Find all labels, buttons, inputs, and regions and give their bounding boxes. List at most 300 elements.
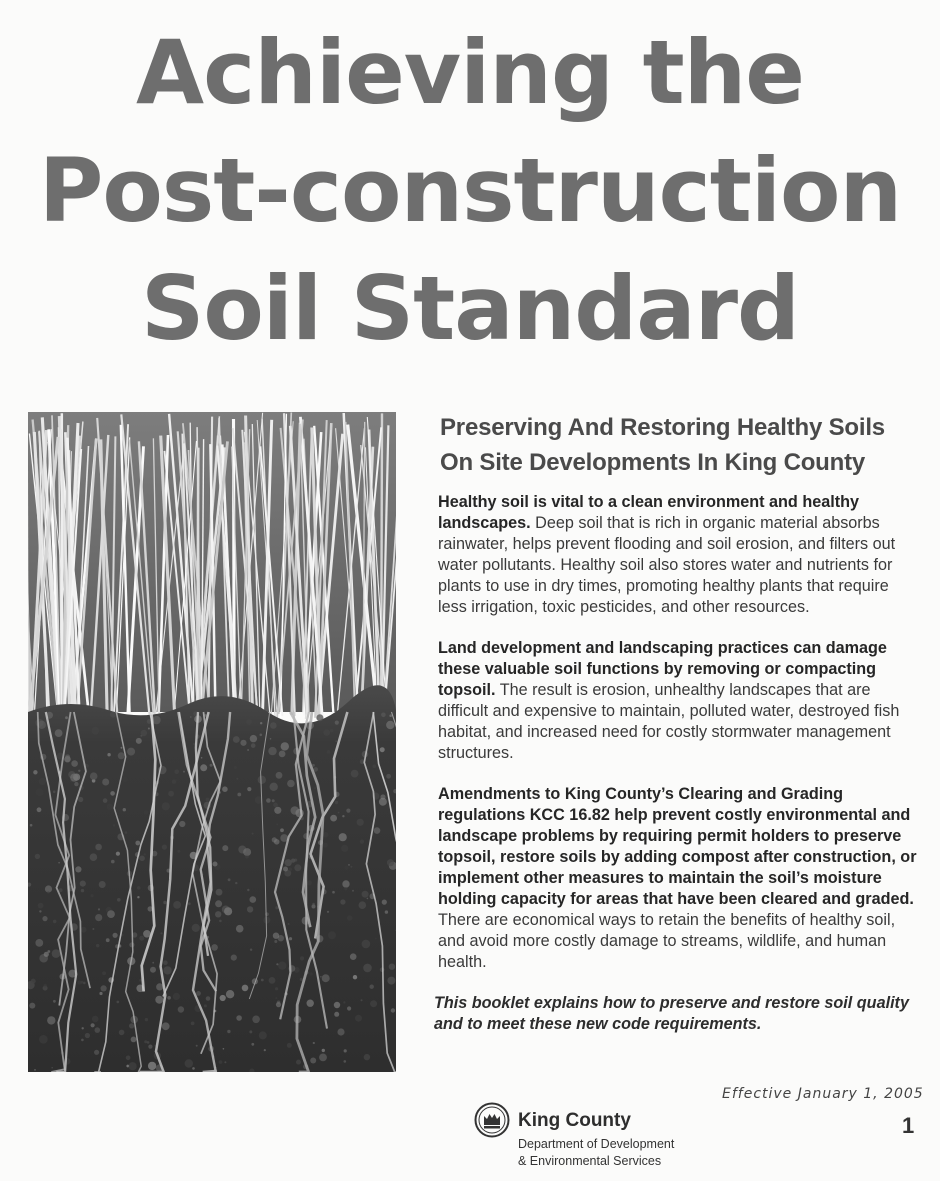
soil-speck [148, 1062, 156, 1070]
soil-speck [65, 754, 70, 759]
soil-speck [178, 850, 181, 853]
soil-speck [83, 982, 86, 985]
soil-speck [148, 728, 150, 730]
soil-speck [348, 864, 350, 866]
subtitle-line-2: On Site Developments In King County [440, 449, 866, 476]
soil-speck [75, 866, 81, 872]
soil-speck [78, 797, 83, 802]
soil-speck [224, 907, 232, 915]
soil-speck [82, 1027, 84, 1029]
soil-speck [80, 881, 86, 887]
soil-speck [47, 1016, 55, 1024]
soil-speck [141, 730, 147, 736]
soil-speck [210, 764, 213, 767]
soil-speck [364, 1054, 370, 1060]
soil-speck [247, 749, 249, 751]
soil-speck [52, 949, 61, 958]
paragraph-body: Deep soil that is rich in organic material absorbs rainwater, helps prevent flooding and soil erosion, and filters out water pollutants. Healthy soil also stores water and nutrients for plants to use in dry times, promoting healthy plants that require less irrigation, toxic pesticides, and other resources. [438, 514, 896, 616]
soil-speck [137, 896, 139, 898]
closing-statement: This booklet explains how to preserve and restore soil quality and to meet these new code requirements. [434, 994, 909, 1033]
soil-speck [95, 844, 102, 851]
soil-speck [96, 944, 99, 947]
document-title [0, 14, 940, 368]
soil-speck [162, 845, 167, 850]
soil-speck [123, 808, 126, 811]
soil-speck [183, 771, 185, 773]
soil-speck [196, 1045, 198, 1047]
soil-speck [319, 1054, 327, 1062]
soil-speck [144, 810, 149, 815]
soil-speck [80, 981, 83, 984]
soil-speck [135, 841, 140, 846]
soil-speck [211, 944, 218, 951]
soil-speck [280, 828, 284, 832]
soil-speck [233, 736, 240, 743]
soil-speck [150, 967, 156, 973]
soil-speck [288, 923, 290, 925]
soil-speck [353, 975, 357, 979]
soil-speck [350, 953, 357, 960]
soil-speck [213, 862, 218, 867]
soil-speck [163, 966, 171, 974]
soil-speck [375, 938, 377, 940]
soil-speck [259, 1031, 267, 1039]
soil-speck [53, 1000, 56, 1003]
soil-roots-photo [28, 412, 396, 1072]
soil-speck [252, 1016, 260, 1024]
soil-speck [260, 734, 263, 737]
soil-speck [74, 782, 78, 786]
soil-speck [94, 1050, 99, 1055]
soil-speck [370, 985, 374, 989]
effective-date: Effective January 1, 2005 [722, 1086, 924, 1102]
soil-speck [276, 1002, 281, 1007]
soil-speck [278, 962, 286, 970]
soil-speck [307, 880, 312, 885]
soil-speck [51, 1067, 53, 1069]
soil-speck [219, 1060, 223, 1064]
paragraph-lead: Land development and landscaping practices can damage these valuable soil functions by removing or compacting topsoil. [438, 639, 887, 699]
soil-speck [287, 780, 295, 788]
soil-speck [323, 832, 329, 838]
title-line-1: Achieving the [136, 21, 804, 124]
soil-speck [300, 978, 303, 981]
soil-speck [273, 933, 279, 939]
soil-speck [339, 833, 347, 841]
soil-speck [118, 752, 125, 759]
soil-speck [312, 905, 316, 909]
soil-speck [125, 831, 128, 834]
soil-speck [162, 802, 170, 810]
section-subtitle [440, 410, 922, 480]
soil-speck [283, 867, 288, 872]
soil-speck [234, 766, 237, 769]
soil-speck [344, 866, 348, 870]
soil-speck [347, 915, 353, 921]
soil-speck [206, 996, 211, 1001]
soil-speck [276, 963, 278, 965]
soil-speck [337, 1028, 344, 1035]
soil-speck [338, 812, 340, 814]
soil-speck [103, 798, 108, 803]
soil-speck [350, 866, 352, 868]
soil-speck [179, 821, 185, 827]
soil-speck [261, 979, 264, 982]
soil-speck [346, 809, 350, 813]
soil-speck [102, 971, 106, 975]
soil-speck [196, 991, 201, 996]
soil-speck [110, 791, 115, 796]
soil-speck [163, 901, 166, 904]
soil-speck [387, 977, 395, 985]
soil-speck [129, 1062, 137, 1070]
soil-speck [226, 990, 234, 998]
soil-speck [242, 985, 249, 992]
soil-speck [379, 798, 387, 806]
soil-speck [39, 910, 41, 912]
soil-speck [160, 932, 162, 934]
soil-speck [270, 783, 278, 791]
soil-speck [344, 1060, 347, 1063]
soil-speck [272, 799, 275, 802]
soil-speck [55, 729, 63, 737]
soil-speck [220, 995, 226, 1001]
paragraph-body: There are economical ways to retain the benefits of healthy soil, and avoid more costly damage to streams, wildlife, and human health. [438, 911, 896, 971]
soil-speck [113, 933, 118, 938]
paragraph-amendments [438, 784, 922, 973]
soil-speck [362, 891, 369, 898]
soil-speck [188, 902, 191, 905]
paragraph-lead: Healthy soil is vital to a clean environment and healthy landscapes. [438, 493, 859, 532]
soil-speck [276, 823, 278, 825]
soil-speck [70, 774, 78, 782]
soil-speck [236, 1015, 242, 1021]
soil-speck [247, 906, 253, 912]
soil-speck [316, 714, 323, 721]
soil-speck [275, 997, 277, 999]
soil-speck [95, 1027, 101, 1033]
soil-speck [192, 924, 200, 932]
soil-speck [81, 927, 87, 933]
soil-speck [99, 992, 102, 995]
soil-speck [71, 760, 78, 767]
soil-speck [274, 839, 280, 845]
soil-speck [81, 1039, 84, 1042]
soil-speck [147, 1041, 150, 1044]
soil-speck [275, 987, 278, 990]
soil-speck [222, 786, 228, 792]
soil-speck [90, 772, 98, 780]
soil-speck [347, 1006, 351, 1010]
soil-speck [274, 940, 277, 943]
title-line-2: Post-construction [38, 139, 902, 242]
soil-speck [148, 1045, 152, 1049]
soil-speck [330, 729, 334, 733]
soil-speck [33, 770, 37, 774]
soil-speck [144, 853, 146, 855]
soil-speck [106, 938, 110, 942]
soil-speck [289, 937, 292, 940]
soil-speck [310, 1058, 316, 1064]
title-line-3: Soil Standard [140, 257, 800, 360]
soil-speck [53, 920, 57, 924]
soil-speck [335, 801, 338, 804]
soil-speck [137, 886, 141, 890]
soil-speck [99, 881, 106, 888]
soil-speck [373, 765, 377, 769]
soil-speck [320, 976, 322, 978]
soil-speck [127, 748, 135, 756]
soil-speck [381, 713, 386, 718]
soil-speck [252, 833, 254, 835]
soil-speck [342, 815, 344, 817]
soil-speck [185, 1059, 193, 1067]
soil-speck [323, 729, 330, 736]
soil-speck [117, 1001, 120, 1004]
soil-speck [391, 1008, 395, 1012]
soil-speck [35, 939, 43, 947]
paragraph-lead: Amendments to King County’s Clearing and Grading regulations KCC 16.82 help prevent costly environmental and landscape problems by requiring permit holders to preserve topsoil, restore soils by adding compost after construction, or implement other measures to maintain the soil’s moisture holding capacity for areas that have been cleared and graded. [438, 785, 917, 908]
soil-speck [357, 819, 364, 826]
soil-speck [81, 889, 84, 892]
soil-speck [224, 1061, 226, 1063]
soil-speck [312, 764, 315, 767]
soil-speck [78, 770, 80, 772]
soil-speck [251, 1043, 254, 1046]
soil-speck [35, 854, 40, 859]
soil-speck [206, 798, 210, 802]
soil-speck [323, 843, 328, 848]
soil-speck [44, 952, 49, 957]
soil-speck [168, 791, 174, 797]
soil-speck [275, 906, 278, 909]
soil-speck [370, 1000, 377, 1007]
crown-seal-icon [474, 1102, 510, 1138]
soil-speck [250, 896, 257, 903]
soil-speck [294, 864, 301, 871]
soil-speck [386, 721, 394, 729]
soil-speck [285, 859, 292, 866]
org-name: King County [518, 1110, 631, 1131]
soil-speck [334, 1002, 340, 1008]
soil-speck [360, 840, 364, 844]
soil-speck [39, 1035, 48, 1044]
soil-speck [363, 964, 372, 973]
soil-speck [236, 925, 244, 933]
soil-speck [260, 722, 262, 724]
soil-speck [167, 996, 171, 1000]
soil-speck [240, 740, 246, 746]
soil-speck [98, 908, 100, 910]
soil-speck [53, 791, 56, 794]
soil-speck [307, 1000, 314, 1007]
soil-speck [269, 977, 276, 984]
soil-speck [385, 910, 388, 913]
intro-column [432, 410, 922, 1035]
soil-speck [273, 803, 278, 808]
department-name [518, 1136, 674, 1170]
soil-speck [367, 898, 369, 900]
soil-speck [251, 743, 256, 748]
soil-speck [322, 1049, 325, 1052]
soil-speck [110, 712, 116, 718]
soil-speck [245, 855, 249, 859]
soil-profile-image [28, 412, 396, 1072]
soil-speck [228, 878, 231, 881]
soil-speck [119, 1030, 125, 1036]
soil-speck [231, 955, 237, 961]
soil-speck [250, 949, 252, 951]
soil-speck [249, 1030, 252, 1033]
soil-speck [34, 1069, 36, 1071]
soil-speck [215, 911, 221, 917]
soil-speck [106, 803, 113, 810]
soil-speck [113, 824, 115, 826]
soil-speck [386, 774, 391, 779]
soil-speck [47, 891, 49, 893]
soil-speck [39, 778, 46, 785]
department-line-1: Department of Development [518, 1137, 675, 1151]
soil-speck [335, 721, 339, 725]
soil-speck [335, 740, 337, 742]
soil-speck [270, 738, 272, 740]
soil-speck [276, 772, 283, 779]
soil-speck [322, 974, 330, 982]
subtitle-line-1: Preserving And Restoring Healthy Soils [440, 414, 885, 441]
soil-speck [38, 903, 44, 909]
soil-speck [330, 815, 337, 822]
soil-speck [91, 1023, 95, 1027]
soil-speck [223, 1048, 225, 1050]
soil-speck [175, 779, 178, 782]
soil-speck [222, 845, 228, 851]
soil-speck [95, 914, 102, 921]
soil-speck [328, 931, 336, 939]
soil-speck [268, 747, 276, 755]
soil-speck [237, 793, 241, 797]
soil-speck [310, 972, 313, 975]
soil-speck [270, 722, 277, 729]
soil-speck [287, 1043, 292, 1048]
soil-speck [389, 714, 392, 717]
soil-speck [121, 747, 123, 749]
soil-speck [216, 889, 223, 896]
soil-speck [173, 993, 180, 1000]
soil-speck [382, 900, 387, 905]
soil-speck [85, 1033, 90, 1038]
soil-speck [342, 880, 349, 887]
soil-speck [58, 862, 60, 864]
soil-speck [263, 917, 270, 924]
soil-speck [274, 807, 281, 814]
soil-speck [37, 807, 42, 812]
soil-speck [296, 1060, 301, 1065]
soil-speck [361, 999, 363, 1001]
soil-speck [31, 979, 36, 984]
soil-speck [374, 827, 381, 834]
soil-speck [156, 983, 163, 990]
soil-speck [200, 764, 207, 771]
soil-speck [92, 1016, 99, 1023]
soil-speck [264, 1049, 266, 1051]
paragraph-healthy-soil [438, 492, 922, 618]
soil-speck [122, 777, 128, 783]
soil-speck [91, 894, 94, 897]
soil-speck [91, 727, 99, 735]
soil-speck [236, 778, 238, 780]
soil-speck [341, 845, 348, 852]
soil-speck [173, 901, 181, 909]
soil-speck [340, 899, 345, 904]
soil-speck [352, 890, 354, 892]
soil-speck [192, 1067, 195, 1070]
soil-speck [258, 776, 266, 784]
soil-speck [281, 742, 289, 750]
soil-speck [163, 960, 168, 965]
soil-speck [344, 887, 347, 890]
soil-speck [190, 716, 192, 718]
soil-speck [139, 979, 142, 982]
soil-speck [380, 747, 385, 752]
soil-speck [235, 882, 237, 884]
soil-speck [362, 940, 371, 949]
soil-speck [162, 1022, 170, 1030]
soil-speck [139, 856, 145, 862]
paragraph-body: The result is erosion, unhealthy landscapes that are difficult and expensive to maintain, polluted water, destroyed fish habitat, and increased need for costly stormwater management structures. [438, 681, 900, 762]
soil-speck [136, 738, 142, 744]
soil-speck [144, 1040, 147, 1043]
soil-speck [359, 901, 367, 909]
soil-speck [219, 920, 222, 923]
soil-speck [266, 798, 271, 803]
soil-speck [155, 996, 163, 1004]
soil-speck [314, 787, 316, 789]
page-number: 1 [902, 1113, 915, 1138]
soil-speck [65, 716, 68, 719]
soil-speck [129, 1023, 134, 1028]
soil-speck [389, 964, 395, 970]
soil-speck [174, 770, 179, 775]
soil-speck [90, 853, 98, 861]
soil-speck [43, 984, 47, 988]
soil-speck [107, 753, 110, 756]
soil-speck [107, 910, 115, 918]
soil-speck [92, 928, 94, 930]
soil-speck [289, 868, 292, 871]
soil-speck [334, 1012, 339, 1017]
soil-speck [101, 985, 107, 991]
soil-speck [247, 889, 249, 891]
soil-speck [201, 757, 203, 759]
soil-speck [215, 900, 222, 907]
soil-speck [178, 1006, 184, 1012]
soil-speck [116, 852, 120, 856]
soil-speck [59, 888, 63, 892]
soil-speck [126, 1056, 131, 1061]
soil-speck [30, 824, 33, 827]
soil-speck [36, 788, 44, 796]
soil-speck [42, 916, 47, 921]
department-line-2: & Environmental Services [518, 1154, 662, 1168]
soil-speck [351, 770, 359, 778]
soil-speck [344, 1049, 347, 1052]
soil-speck [250, 735, 257, 742]
soil-speck [29, 1003, 35, 1009]
soil-speck [204, 1004, 207, 1007]
soil-speck [387, 859, 394, 866]
soil-speck [139, 936, 144, 941]
soil-speck [247, 787, 251, 791]
